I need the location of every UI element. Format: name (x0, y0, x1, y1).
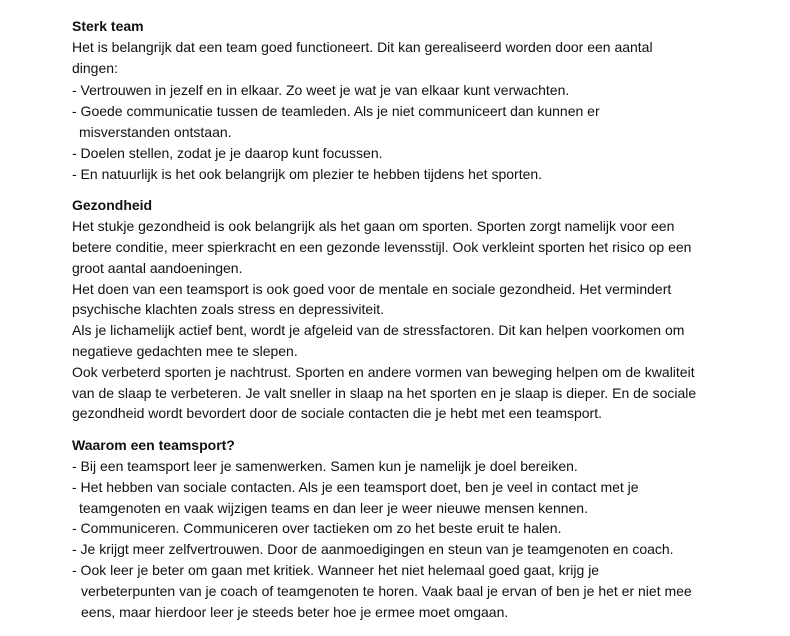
bullet-item: - Goede communicatie tussen de teamleden. Als je niet communiceert dan kunnen er (72, 103, 600, 120)
paragraph-line: gezondheid wordt bevordert door de sociale contacten die je hebt met een teamsport. (72, 405, 602, 422)
section-heading: Gezondheid (72, 197, 153, 214)
bullet-item: - Bij een teamsport leer je samenwerken. Samen kun je namelijk je doel bereiken. (72, 457, 578, 474)
paragraph-line: negatieve gedachten mee te slepen. (72, 342, 298, 359)
bullet-item: - Je krijgt meer zelfvertrouwen. Door de aanmoedigingen en steun van je teamgenoten en coach. (72, 541, 674, 558)
bullet-item: - Vertrouwen in jezelf en in elkaar. Zo weet je wat je van elkaar kunt verwachten. (72, 82, 570, 99)
bullet-item-continuation: misverstanden ontstaan. (79, 123, 232, 140)
section-heading: Sterk team (72, 18, 144, 34)
bullet-list (72, 456, 790, 622)
paragraph-line: Als je lichamelijk actief bent, wordt je afgeleid van de stressfactoren. Dit kan helpen voorkomen om (72, 322, 685, 339)
section-sterk-team (72, 16, 790, 184)
bullet-item-continuation: teamgenoten en vaak wijzigen teams en dan leer je weer nieuwe mensen kennen. (79, 499, 588, 516)
section-heading: Waarom een teamsport? (72, 437, 235, 454)
paragraph-line: Het doen van een teamsport is ook goed voor de mentale en sociale gezondheid. Het vermindert (72, 280, 672, 297)
bullet-item: - Doelen stellen, zodat je je daarop kunt focussen. (72, 144, 383, 161)
paragraph-line: van de slaap te verbeteren. Je valt sneller in slaap na het sporten en je slaap is dieper. En de sociale (72, 384, 697, 401)
bullet-list (72, 80, 790, 184)
paragraph-line: Ook verbeterd sporten je nachtrust. Sporten en andere vormen van beweging helpen om de kwaliteit (72, 363, 695, 380)
paragraph-line: betere conditie, meer spierkracht en een gezonde levensstijl. Ook verkleint sporten het risico op een (72, 238, 692, 255)
bullet-item-continuation: verbeterpunten van je coach of teamgenoten te horen. Vaak baal je ervan of ben je het er niet mee (81, 582, 692, 599)
bullet-item: - Ook leer je beter om gaan met kritiek. Wanneer het niet helemaal goed gaat, krijg je (72, 561, 600, 578)
bullet-item: - En natuurlijk is het ook belangrijk om plezier te hebben tijdens het sporten. (72, 165, 543, 182)
paragraph-line: psychische klachten zoals stress en depressiviteit. (72, 301, 385, 318)
bullet-item: - Communiceren. Communiceren over tactieken om zo het beste eruit te halen. (72, 520, 562, 537)
section-waarom-teamsport (72, 435, 790, 622)
paragraph-line: Het stukje gezondheid is ook belangrijk als het gaan om sporten. Sporten zorgt namelijk voor een (72, 218, 675, 235)
paragraph-line: groot aantal aandoeningen. (72, 259, 243, 276)
paragraph-line: dingen: (72, 59, 118, 76)
section-gezondheid (72, 195, 790, 424)
bullet-item: - Het hebben van sociale contacten. Als je een teamsport doet, ben je veel in contact met je (72, 478, 639, 495)
bullet-item-continuation: eens, maar hierdoor leer je steeds beter hoe je ermee moet omgaan. (81, 603, 509, 620)
paragraph-line: Het is belangrijk dat een team goed functioneert. Dit kan gerealiseerd worden door een aantal (72, 38, 653, 55)
